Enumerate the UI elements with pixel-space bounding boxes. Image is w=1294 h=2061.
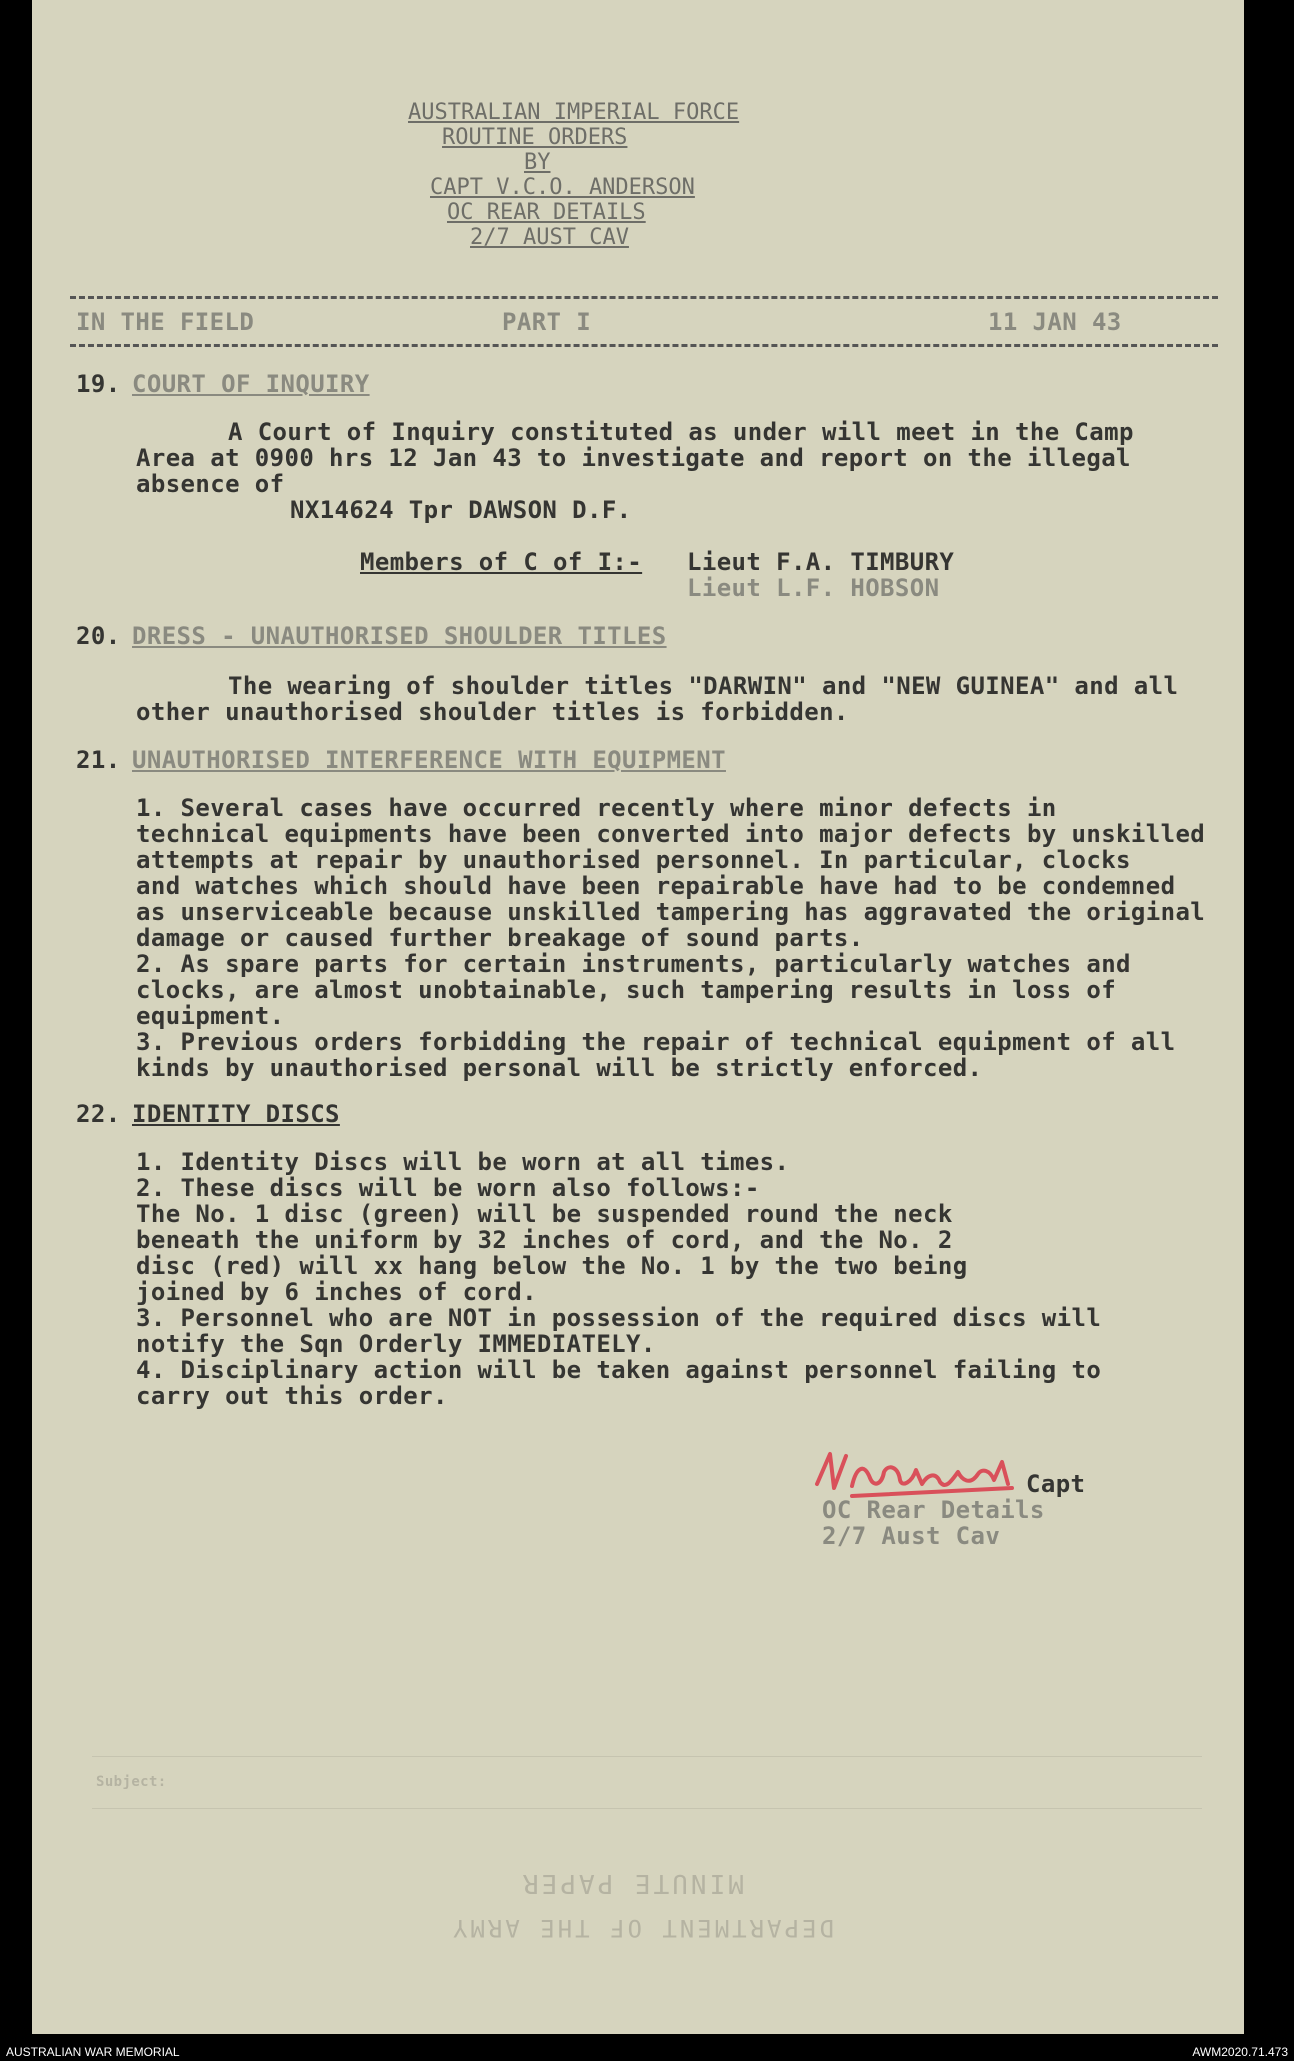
signature-unit: 2/7 Aust Cav [822, 1522, 1001, 1550]
header-line-5: OC REAR DETAILS [447, 200, 646, 225]
order-21-line: 3. Previous orders forbidding the repair of technical equipment of all [136, 1028, 1176, 1056]
order-19-number: 19. [76, 370, 121, 398]
order-21-line: equipment. [136, 1002, 285, 1030]
order-20-number: 20. [76, 622, 121, 650]
bleedthrough-minute-paper: MINUTE PAPER [520, 1868, 744, 1898]
bleedthrough-department: DEPARTMENT OF THE ARMY [450, 1914, 834, 1942]
order-21-number: 21. [76, 746, 121, 774]
footer-source: AUSTRALIAN WAR MEMORIAL [6, 2045, 180, 2059]
bleedthrough-rule [92, 1756, 1202, 1757]
order-22-line: carry out this order. [136, 1382, 448, 1410]
dashed-separator-bottom [70, 344, 1218, 347]
order-22-line: 1. Identity Discs will be worn at all times. [136, 1148, 790, 1176]
signature-rank: Capt [1026, 1470, 1086, 1498]
order-22-line: 3. Personnel who are NOT in possession of the required discs will [136, 1304, 1102, 1332]
order-21-title: UNAUTHORISED INTERFERENCE WITH EQUIPMENT [132, 746, 726, 774]
order-19-line: NX14624 Tpr DAWSON D.F. [290, 496, 632, 524]
order-19-title: COURT OF INQUIRY [132, 370, 370, 398]
order-22-line: 4. Disciplinary action will be taken against personnel failing to [136, 1356, 1102, 1384]
order-22-number: 22. [76, 1100, 121, 1128]
order-19-line: A Court of Inquiry constituted as under will meet in the Camp [228, 418, 1134, 446]
order-21-line: 2. As spare parts for certain instruments, particularly watches and [136, 950, 1131, 978]
dashed-separator-top [70, 296, 1218, 299]
order-20-line: other unauthorised shoulder titles is forbidden. [136, 698, 849, 726]
header-line-3: BY [524, 150, 551, 175]
order-22-line: beneath the uniform by 32 inches of cord, and the No. 2 [136, 1226, 953, 1254]
order-21-line: attempts at repair by unauthorised personnel. In particular, clocks [136, 846, 1131, 874]
order-22-title: IDENTITY DISCS [132, 1100, 340, 1128]
order-21-line: and watches which should have been repairable have had to be condemned [136, 872, 1176, 900]
bleedthrough-form-label: Subject: [96, 1774, 167, 1790]
order-22-line: 2. These discs will be worn also follows:- [136, 1174, 760, 1202]
order-19-member: Lieut F.A. TIMBURY [687, 548, 955, 576]
order-21-line: kinds by unauthorised personal will be strictly enforced. [136, 1054, 983, 1082]
order-20-line: The wearing of shoulder titles "DARWIN" and "NEW GUINEA" and all [228, 672, 1179, 700]
order-19-line: absence of [136, 470, 285, 498]
bleedthrough-rule [92, 1808, 1202, 1809]
dateline-date: 11 JAN 43 [988, 308, 1122, 336]
order-21-line: clocks, are almost unobtainable, such tampering results in loss of [136, 976, 1117, 1004]
order-21-line: damage or caused further breakage of sound parts. [136, 924, 864, 952]
header-line-2: ROUTINE ORDERS [442, 125, 628, 150]
order-22-line: joined by 6 inches of cord. [136, 1278, 537, 1306]
order-20-title: DRESS - UNAUTHORISED SHOULDER TITLES [132, 622, 667, 650]
order-19-members-label: Members of C of I:- [360, 548, 643, 576]
dateline-place: IN THE FIELD [76, 308, 255, 336]
signature-title: OC Rear Details [822, 1496, 1045, 1524]
document-sheet [32, 0, 1244, 2034]
order-21-line: as unserviceable because unskilled tampering has aggravated the original [136, 898, 1206, 926]
header-line-1: AUSTRALIAN IMPERIAL FORCE [408, 100, 740, 125]
order-22-line: notify the Sqn Orderly IMMEDIATELY. [136, 1330, 656, 1358]
order-19-line: Area at 0900 hrs 12 Jan 43 to investigate and report on the illegal [136, 444, 1131, 472]
footer-accession: AWM2020.71.473 [1192, 2045, 1288, 2059]
dateline-part: PART I [502, 308, 592, 336]
order-22-line: The No. 1 disc (green) will be suspended round the neck [136, 1200, 953, 1228]
order-21-line: technical equipments have been converted into major defects by unskilled [136, 820, 1206, 848]
header-line-6: 2/7 AUST CAV [470, 225, 629, 250]
header-line-4: CAPT V.C.O. ANDERSON [430, 175, 695, 200]
order-19-member: Lieut L.F. HOBSON [687, 574, 940, 602]
order-21-line: 1. Several cases have occurred recently where minor defects in [136, 794, 1057, 822]
order-22-line: disc (red) will xx hang below the No. 1 by the two being [136, 1252, 968, 1280]
